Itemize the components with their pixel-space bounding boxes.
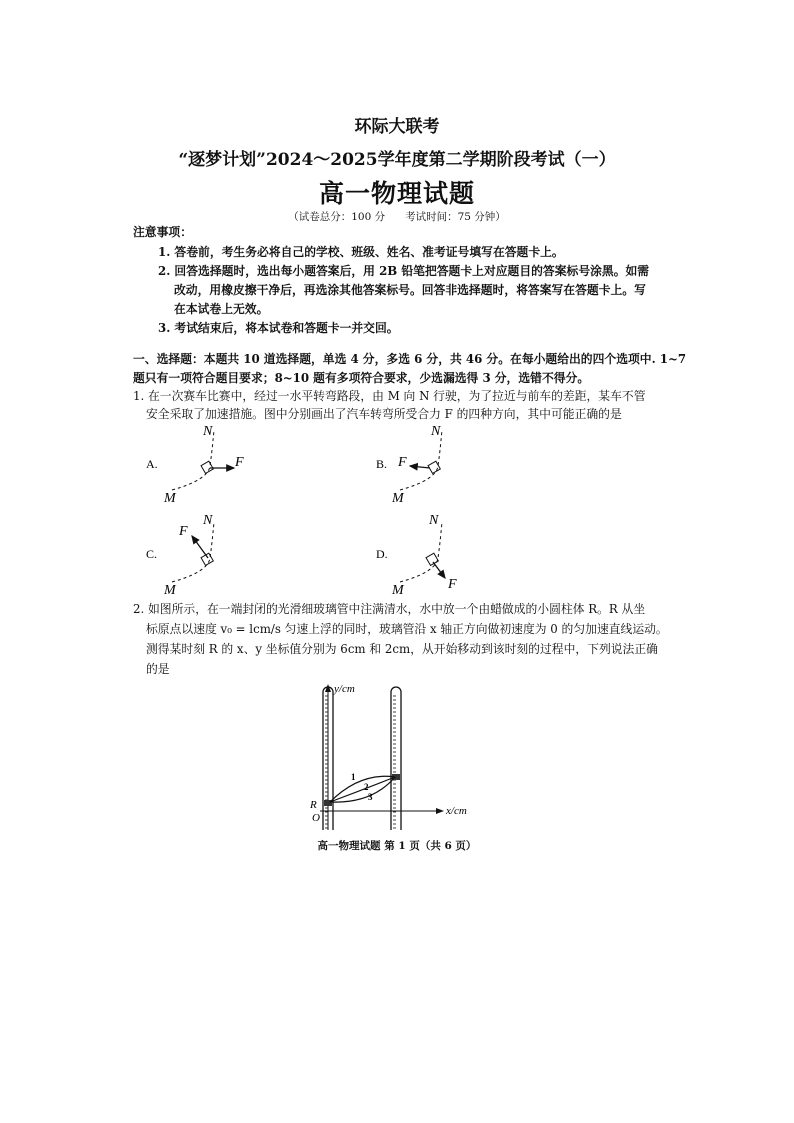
q2-line4: 的是 bbox=[146, 662, 170, 676]
q2-figure bbox=[300, 680, 480, 832]
option-d-path bbox=[400, 522, 442, 582]
R-label: R bbox=[310, 799, 317, 811]
notice-item-2: 2. 回答选择题时，选出每小题答案后，用 2B 铅笔把答题卡上对应题目的答案标号涂黑。如需 bbox=[158, 264, 650, 278]
option-b-N: N bbox=[431, 424, 441, 439]
option-d-force-arrow bbox=[433, 562, 445, 578]
option-d-F: F bbox=[448, 577, 457, 592]
glass-tube-moved bbox=[391, 687, 401, 830]
option-a-car bbox=[201, 461, 213, 473]
option-b-M: M bbox=[392, 491, 404, 506]
option-a-M: M bbox=[164, 491, 176, 506]
option-c-M: M bbox=[164, 583, 176, 598]
option-d-letter: D. bbox=[376, 547, 388, 561]
exam-info bbox=[0, 209, 794, 224]
q2-line2: 标原点以速度 v₀ = lcm/s 匀速上浮的同时，玻璃管沿 x 轴正方向做初速度为 0 的匀加速直线运动。 bbox=[146, 622, 668, 636]
option-a-F: F bbox=[235, 455, 244, 470]
y-axis-label: y/cm bbox=[334, 683, 355, 695]
notice-heading: 注意事项： bbox=[133, 225, 192, 239]
notice-item-2-cont1: 改动，用橡皮擦干净后，再选涂其他答案标号。回答非选择题时，将答案写在答题卡上。写 bbox=[174, 283, 646, 297]
notice-item-2-cont2: 在本试卷上无效。 bbox=[174, 302, 269, 316]
q2-line3: 测得某时刻 R 的 x、y 坐标值分别为 6cm 和 2cm，从开始移动到该时刻的过程中，下列说法正确 bbox=[146, 642, 658, 656]
x-axis-arrow bbox=[436, 808, 444, 814]
option-c-letter: C. bbox=[146, 547, 158, 561]
curve-label-2: 2 bbox=[364, 782, 369, 792]
score-info: （试卷总分：100 分 bbox=[288, 211, 386, 223]
x-axis-label: x/cm bbox=[446, 805, 467, 817]
section1-line2: 题只有一项符合题目要求；8~10 题有多项符合要求，少选漏选得 3 分，选错不得分。 bbox=[133, 371, 590, 385]
option-a bbox=[146, 424, 244, 506]
curve-label-1: 1 bbox=[351, 772, 356, 782]
curve-label-3: 3 bbox=[368, 792, 373, 802]
option-c-force-arrow bbox=[192, 536, 208, 558]
option-d-M: M bbox=[392, 583, 404, 598]
option-a-letter: A. bbox=[146, 457, 158, 471]
option-b-letter: B. bbox=[376, 457, 388, 471]
option-a-path bbox=[172, 430, 214, 490]
q2-line1: 2. 如图所示，在一端封闭的光滑细玻璃管中注满清水，水中放一个由蜡做成的小圆柱体 R。R 从坐 bbox=[133, 602, 646, 616]
page-footer: 高一物理试题 第 1 页（共 6 页） bbox=[317, 840, 477, 852]
time-info: 考试时间：75 分钟） bbox=[405, 211, 506, 223]
option-d-N: N bbox=[429, 513, 439, 528]
option-b-force-arrow bbox=[410, 466, 430, 468]
option-c-N: N bbox=[203, 513, 213, 528]
option-b-F: F bbox=[398, 455, 407, 470]
notice-item-3: 3. 考试结束后，将本试卷和答题卡一并交回。 bbox=[158, 321, 399, 335]
q1-line1: 1. 在一次赛车比赛中，经过一水平转弯路段，由 M 向 N 行驶，为了拉近与前车的差距，某车不管 bbox=[133, 389, 646, 403]
option-b bbox=[376, 424, 442, 506]
q1-figures bbox=[130, 418, 530, 602]
option-c-F: F bbox=[179, 524, 188, 539]
option-d bbox=[376, 513, 457, 598]
option-a-N: N bbox=[203, 424, 213, 439]
notice-item-1: 1. 答卷前，考生务必将自己的学校、班级、姓名、准考证号填写在答题卡上。 bbox=[158, 245, 564, 259]
subject-title: 高一物理试题 bbox=[318, 179, 475, 208]
option-c bbox=[146, 513, 214, 598]
option-d-car bbox=[426, 553, 438, 565]
section1-line1: 一、选择题：本题共 10 道选择题，单选 4 分，多选 6 分，共 46 分。在每小题给出的四个选项中. 1~7 bbox=[133, 352, 687, 366]
exam-org: 环际大联考 bbox=[354, 117, 440, 137]
origin-label: O bbox=[312, 812, 320, 824]
option-c-car bbox=[201, 553, 213, 565]
exam-title: “逐梦计划”2024～2025学年度第二学期阶段考试（一） bbox=[178, 150, 616, 170]
q1-line2: 安全采取了加速措施。图中分别画出了汽车转弯所受合力 F 的四种方向，其中可能正确的是 bbox=[146, 407, 622, 421]
